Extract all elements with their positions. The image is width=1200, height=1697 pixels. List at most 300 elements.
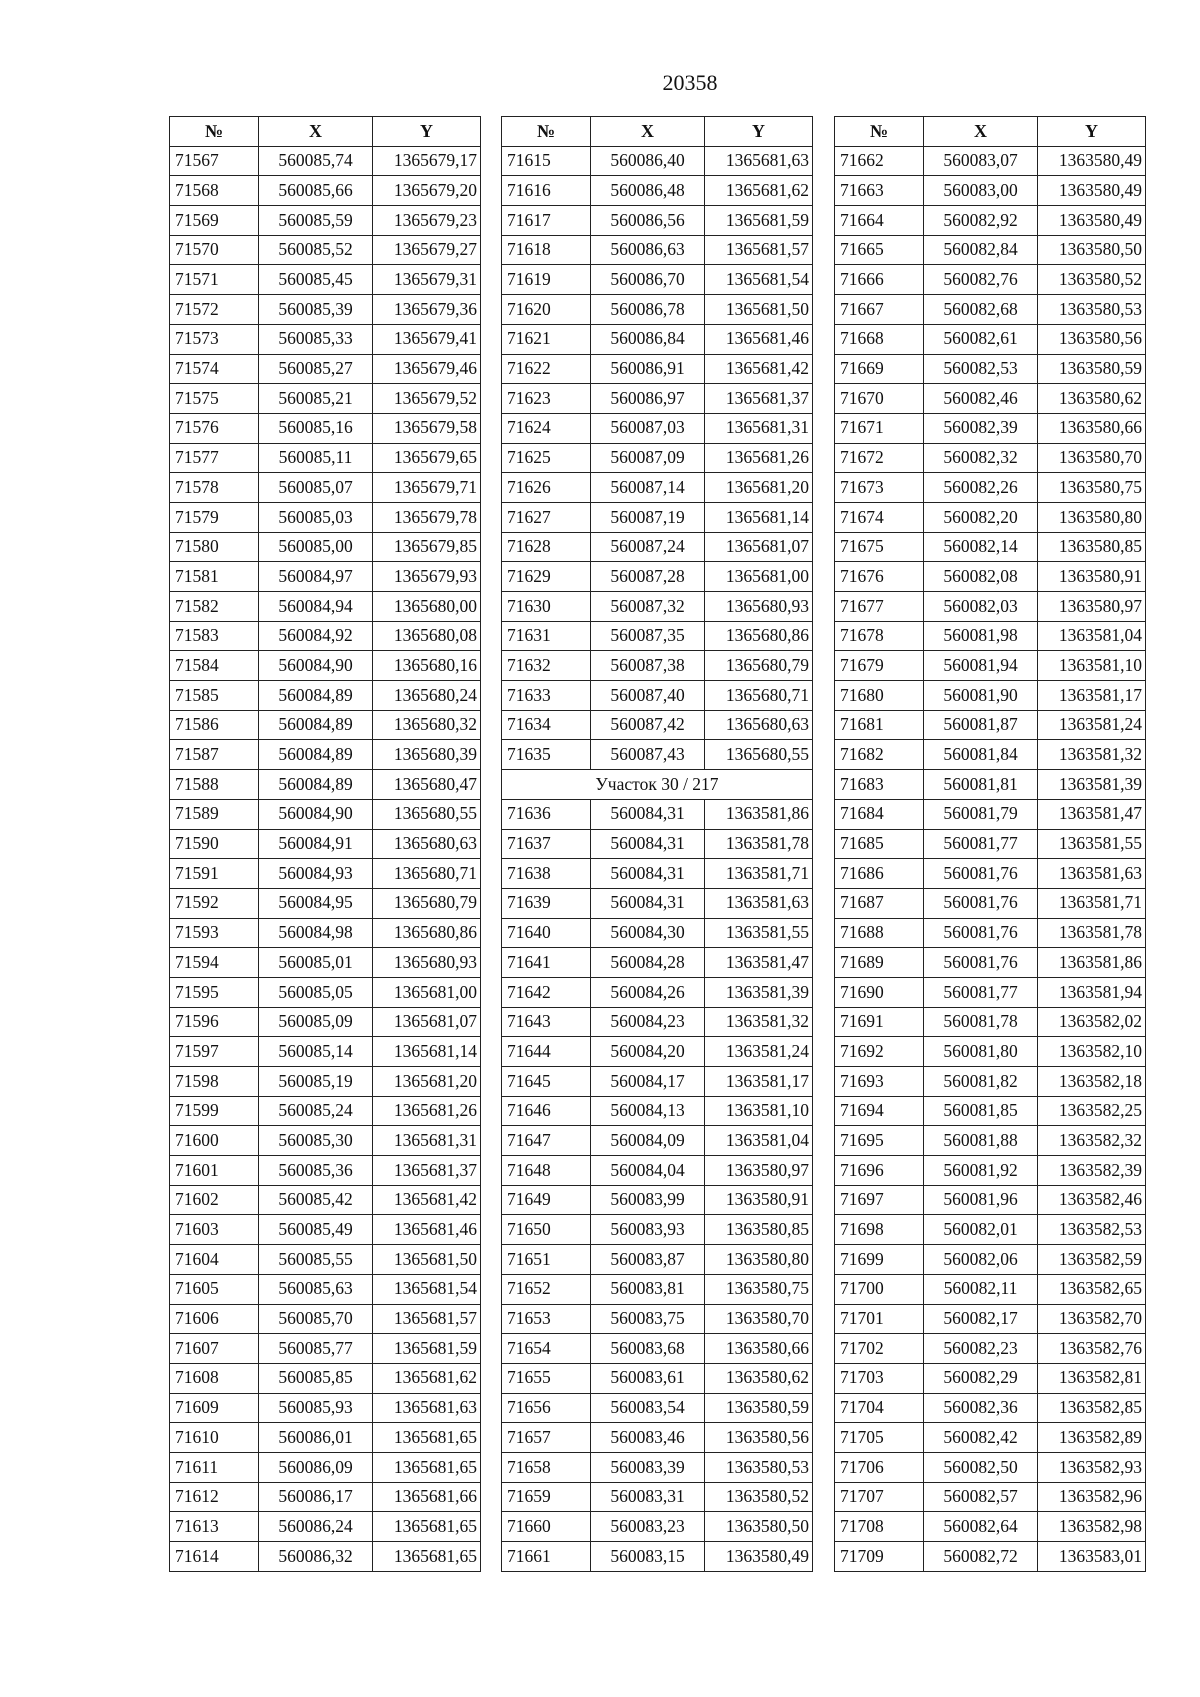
x-coordinate-cell: 560084,13 (591, 1096, 705, 1126)
y-coordinate-cell: 1363582,65 (1038, 1274, 1146, 1304)
point-number-cell: 71613 (170, 1512, 259, 1542)
point-number-cell: 71656 (502, 1393, 591, 1423)
point-number-cell: 71614 (170, 1542, 259, 1572)
point-number-cell: 71657 (502, 1423, 591, 1453)
y-coordinate-cell: 1363581,47 (1038, 799, 1146, 829)
y-coordinate-cell: 1365681,63 (705, 146, 813, 176)
table-row (170, 1096, 481, 1126)
x-coordinate-cell: 560084,31 (591, 888, 705, 918)
x-coordinate-cell: 560081,80 (924, 1037, 1038, 1067)
point-number-cell: 71594 (170, 948, 259, 978)
table-row (835, 384, 1146, 414)
x-coordinate-cell: 560083,07 (924, 146, 1038, 176)
x-coordinate-cell: 560086,91 (591, 354, 705, 384)
table-row (835, 532, 1146, 562)
table-row (502, 562, 813, 592)
point-number-cell: 71671 (835, 413, 924, 443)
y-coordinate-cell: 1363580,91 (705, 1185, 813, 1215)
x-coordinate-cell: 560081,98 (924, 621, 1038, 651)
point-number-cell: 71700 (835, 1274, 924, 1304)
y-coordinate-cell: 1363580,56 (1038, 324, 1146, 354)
table-row (502, 592, 813, 622)
x-coordinate-cell: 560082,57 (924, 1482, 1038, 1512)
y-coordinate-cell: 1363581,32 (705, 1007, 813, 1037)
x-coordinate-cell: 560086,70 (591, 265, 705, 295)
x-coordinate-cell: 560081,79 (924, 799, 1038, 829)
x-coordinate-cell: 560084,95 (259, 888, 373, 918)
table-row (835, 592, 1146, 622)
point-number-cell: 71654 (502, 1334, 591, 1364)
table-row (170, 1452, 481, 1482)
x-coordinate-cell: 560084,97 (259, 562, 373, 592)
x-coordinate-cell: 560081,81 (924, 770, 1038, 800)
x-coordinate-cell: 560084,89 (259, 710, 373, 740)
x-coordinate-cell: 560085,11 (259, 443, 373, 473)
y-coordinate-cell: 1363580,85 (705, 1215, 813, 1245)
y-coordinate-cell: 1365679,20 (373, 176, 481, 206)
x-coordinate-cell: 560082,46 (924, 384, 1038, 414)
table-row (502, 1185, 813, 1215)
point-number-cell: 71639 (502, 888, 591, 918)
x-coordinate-cell: 560082,92 (924, 206, 1038, 236)
point-number-cell: 71612 (170, 1482, 259, 1512)
table-row (170, 1482, 481, 1512)
x-coordinate-cell: 560083,81 (591, 1274, 705, 1304)
y-coordinate-cell: 1365680,47 (373, 770, 481, 800)
point-number-cell: 71695 (835, 1126, 924, 1156)
x-coordinate-cell: 560085,85 (259, 1363, 373, 1393)
point-number-cell: 71581 (170, 562, 259, 592)
table-row (835, 1512, 1146, 1542)
y-coordinate-cell: 1363580,66 (705, 1334, 813, 1364)
table-row (502, 384, 813, 414)
point-number-cell: 71660 (502, 1512, 591, 1542)
table-row (502, 948, 813, 978)
y-coordinate-cell: 1363580,70 (1038, 443, 1146, 473)
y-coordinate-cell: 1365681,37 (373, 1156, 481, 1186)
x-coordinate-cell: 560084,31 (591, 799, 705, 829)
table-row (170, 176, 481, 206)
y-coordinate-cell: 1365681,26 (705, 443, 813, 473)
point-number-cell: 71706 (835, 1452, 924, 1482)
x-coordinate-cell: 560085,55 (259, 1245, 373, 1275)
point-number-cell: 71597 (170, 1037, 259, 1067)
table-row (502, 1067, 813, 1097)
x-coordinate-cell: 560084,92 (259, 621, 373, 651)
y-coordinate-cell: 1365681,59 (373, 1334, 481, 1364)
y-coordinate-cell: 1365679,71 (373, 473, 481, 503)
point-number-cell: 71636 (502, 799, 591, 829)
x-coordinate-cell: 560087,03 (591, 413, 705, 443)
point-number-cell: 71678 (835, 621, 924, 651)
x-coordinate-cell: 560084,90 (259, 799, 373, 829)
y-coordinate-cell: 1365681,54 (705, 265, 813, 295)
table-row (835, 740, 1146, 770)
table-row (502, 176, 813, 206)
y-coordinate-cell: 1365680,55 (373, 799, 481, 829)
point-number-cell: 71644 (502, 1037, 591, 1067)
table-row (835, 443, 1146, 473)
point-number-cell: 71628 (502, 532, 591, 562)
x-coordinate-cell: 560083,99 (591, 1185, 705, 1215)
x-coordinate-cell: 560085,63 (259, 1274, 373, 1304)
x-coordinate-cell: 560086,17 (259, 1482, 373, 1512)
y-coordinate-cell: 1365679,17 (373, 146, 481, 176)
y-coordinate-cell: 1365680,63 (705, 710, 813, 740)
table-row (502, 1215, 813, 1245)
y-coordinate-cell: 1363580,80 (1038, 502, 1146, 532)
y-coordinate-cell: 1363582,96 (1038, 1482, 1146, 1512)
point-number-cell: 71650 (502, 1215, 591, 1245)
y-coordinate-cell: 1365681,20 (705, 473, 813, 503)
y-coordinate-cell: 1365681,65 (373, 1512, 481, 1542)
table-row (835, 1452, 1146, 1482)
y-coordinate-cell: 1363580,56 (705, 1423, 813, 1453)
x-coordinate-cell: 560087,35 (591, 621, 705, 651)
point-number-cell: 71694 (835, 1096, 924, 1126)
point-number-cell: 71661 (502, 1542, 591, 1572)
table-row (502, 473, 813, 503)
x-coordinate-cell: 560085,14 (259, 1037, 373, 1067)
table-row (170, 502, 481, 532)
y-coordinate-cell: 1363582,10 (1038, 1037, 1146, 1067)
y-coordinate-cell: 1363582,25 (1038, 1096, 1146, 1126)
x-coordinate-cell: 560081,76 (924, 888, 1038, 918)
point-number-cell: 71569 (170, 206, 259, 236)
point-number-cell: 71702 (835, 1334, 924, 1364)
y-coordinate-cell: 1363582,70 (1038, 1304, 1146, 1334)
table-row (502, 799, 813, 829)
y-coordinate-cell: 1365681,46 (373, 1215, 481, 1245)
x-coordinate-cell: 560084,17 (591, 1067, 705, 1097)
y-coordinate-cell: 1363580,66 (1038, 413, 1146, 443)
x-coordinate-cell: 560087,38 (591, 651, 705, 681)
table-row (502, 1096, 813, 1126)
x-coordinate-cell: 560084,04 (591, 1156, 705, 1186)
x-coordinate-cell: 560083,39 (591, 1452, 705, 1482)
point-number-cell: 71669 (835, 354, 924, 384)
x-coordinate-cell: 560082,84 (924, 235, 1038, 265)
y-coordinate-cell: 1363581,04 (1038, 621, 1146, 651)
point-number-cell: 71624 (502, 413, 591, 443)
table-row (170, 1304, 481, 1334)
point-number-cell: 71679 (835, 651, 924, 681)
y-coordinate-cell: 1365681,65 (373, 1423, 481, 1453)
x-coordinate-cell: 560081,76 (924, 948, 1038, 978)
table-row (170, 235, 481, 265)
x-coordinate-cell: 560083,93 (591, 1215, 705, 1245)
y-coordinate-cell: 1365681,66 (373, 1482, 481, 1512)
x-coordinate-cell: 560085,21 (259, 384, 373, 414)
y-coordinate-cell: 1365681,31 (705, 413, 813, 443)
table-row (502, 502, 813, 532)
table-row (170, 977, 481, 1007)
point-number-cell: 71615 (502, 146, 591, 176)
y-coordinate-cell: 1363582,85 (1038, 1393, 1146, 1423)
y-coordinate-cell: 1365679,27 (373, 235, 481, 265)
point-number-cell: 71604 (170, 1245, 259, 1275)
x-coordinate-cell: 560083,15 (591, 1542, 705, 1572)
x-coordinate-cell: 560084,26 (591, 977, 705, 1007)
point-number-cell: 71709 (835, 1542, 924, 1572)
point-number-cell: 71703 (835, 1363, 924, 1393)
point-number-cell: 71701 (835, 1304, 924, 1334)
point-number-cell: 71675 (835, 532, 924, 562)
point-number-cell: 71704 (835, 1393, 924, 1423)
point-number-cell: 71696 (835, 1156, 924, 1186)
x-coordinate-cell: 560086,24 (259, 1512, 373, 1542)
point-number-cell: 71623 (502, 384, 591, 414)
point-number-cell: 71582 (170, 592, 259, 622)
y-coordinate-cell: 1365679,65 (373, 443, 481, 473)
table-row (170, 146, 481, 176)
point-number-cell: 71637 (502, 829, 591, 859)
point-number-cell: 71587 (170, 740, 259, 770)
x-coordinate-cell: 560081,94 (924, 651, 1038, 681)
point-number-cell: 71651 (502, 1245, 591, 1275)
table-row (835, 1126, 1146, 1156)
x-coordinate-cell: 560084,91 (259, 829, 373, 859)
y-coordinate-cell: 1363581,55 (705, 918, 813, 948)
table-row (170, 295, 481, 325)
x-coordinate-cell: 560085,36 (259, 1156, 373, 1186)
x-coordinate-cell: 560086,97 (591, 384, 705, 414)
point-number-cell: 71684 (835, 799, 924, 829)
x-coordinate-cell: 560085,03 (259, 502, 373, 532)
x-coordinate-cell: 560082,29 (924, 1363, 1038, 1393)
section-label: Участок 30 / 217 (502, 770, 813, 800)
x-coordinate-cell: 560082,32 (924, 443, 1038, 473)
table-row (170, 948, 481, 978)
x-coordinate-cell: 560085,39 (259, 295, 373, 325)
y-coordinate-cell: 1363581,24 (705, 1037, 813, 1067)
y-coordinate-cell: 1363580,59 (705, 1393, 813, 1423)
point-number-cell: 71608 (170, 1363, 259, 1393)
point-number-cell: 71570 (170, 235, 259, 265)
table-row (502, 681, 813, 711)
y-coordinate-cell: 1363580,62 (1038, 384, 1146, 414)
table-row (170, 1274, 481, 1304)
coordinate-table-3 (834, 116, 1146, 1572)
table-row (835, 324, 1146, 354)
table-row (502, 235, 813, 265)
point-number-cell: 71630 (502, 592, 591, 622)
y-coordinate-cell: 1365679,31 (373, 265, 481, 295)
point-number-cell: 71642 (502, 977, 591, 1007)
table-row (502, 413, 813, 443)
table-row (502, 710, 813, 740)
point-number-cell: 71633 (502, 681, 591, 711)
y-coordinate-cell: 1363582,89 (1038, 1423, 1146, 1453)
table-row (170, 681, 481, 711)
header-no: № (170, 117, 259, 147)
x-coordinate-cell: 560087,14 (591, 473, 705, 503)
y-coordinate-cell: 1363581,86 (705, 799, 813, 829)
point-number-cell: 71627 (502, 502, 591, 532)
y-coordinate-cell: 1365681,65 (373, 1542, 481, 1572)
x-coordinate-cell: 560081,77 (924, 977, 1038, 1007)
y-coordinate-cell: 1365681,50 (705, 295, 813, 325)
table-row (502, 354, 813, 384)
x-coordinate-cell: 560082,11 (924, 1274, 1038, 1304)
point-number-cell: 71668 (835, 324, 924, 354)
x-coordinate-cell: 560083,75 (591, 1304, 705, 1334)
y-coordinate-cell: 1365680,32 (373, 710, 481, 740)
table-row (835, 265, 1146, 295)
point-number-cell: 71592 (170, 888, 259, 918)
x-coordinate-cell: 560084,20 (591, 1037, 705, 1067)
table-row (170, 829, 481, 859)
point-number-cell: 71677 (835, 592, 924, 622)
table-row (502, 1304, 813, 1334)
table-row (502, 1156, 813, 1186)
table-row (170, 1334, 481, 1364)
table-row (835, 1245, 1146, 1275)
y-coordinate-cell: 1365681,54 (373, 1274, 481, 1304)
table-row (835, 1037, 1146, 1067)
point-number-cell: 71584 (170, 651, 259, 681)
y-coordinate-cell: 1363580,52 (1038, 265, 1146, 295)
header-x: X (591, 117, 705, 147)
y-coordinate-cell: 1363581,86 (1038, 948, 1146, 978)
point-number-cell: 71672 (835, 443, 924, 473)
x-coordinate-cell: 560085,27 (259, 354, 373, 384)
x-coordinate-cell: 560083,68 (591, 1334, 705, 1364)
y-coordinate-cell: 1363581,32 (1038, 740, 1146, 770)
table-row (170, 1215, 481, 1245)
table-row (170, 562, 481, 592)
x-coordinate-cell: 560082,53 (924, 354, 1038, 384)
point-number-cell: 71573 (170, 324, 259, 354)
x-coordinate-cell: 560086,78 (591, 295, 705, 325)
y-coordinate-cell: 1363582,53 (1038, 1215, 1146, 1245)
y-coordinate-cell: 1363581,94 (1038, 977, 1146, 1007)
x-coordinate-cell: 560081,78 (924, 1007, 1038, 1037)
x-coordinate-cell: 560086,01 (259, 1423, 373, 1453)
x-coordinate-cell: 560085,66 (259, 176, 373, 206)
table-row (502, 443, 813, 473)
header-y: Y (1038, 117, 1146, 147)
y-coordinate-cell: 1363581,24 (1038, 710, 1146, 740)
y-coordinate-cell: 1365679,93 (373, 562, 481, 592)
table-row (502, 1423, 813, 1453)
y-coordinate-cell: 1363582,93 (1038, 1452, 1146, 1482)
x-coordinate-cell: 560084,31 (591, 829, 705, 859)
y-coordinate-cell: 1363580,53 (705, 1452, 813, 1482)
table-row (170, 651, 481, 681)
table-row (502, 295, 813, 325)
x-coordinate-cell: 560083,31 (591, 1482, 705, 1512)
x-coordinate-cell: 560085,70 (259, 1304, 373, 1334)
y-coordinate-cell: 1365681,31 (373, 1126, 481, 1156)
point-number-cell: 71602 (170, 1185, 259, 1215)
header-no: № (835, 117, 924, 147)
table-row (502, 206, 813, 236)
x-coordinate-cell: 560081,77 (924, 829, 1038, 859)
point-number-cell: 71653 (502, 1304, 591, 1334)
table-row (835, 1007, 1146, 1037)
point-number-cell: 71586 (170, 710, 259, 740)
y-coordinate-cell: 1363582,18 (1038, 1067, 1146, 1097)
point-number-cell: 71638 (502, 859, 591, 889)
point-number-cell: 71619 (502, 265, 591, 295)
table-row (502, 1393, 813, 1423)
x-coordinate-cell: 560084,89 (259, 681, 373, 711)
point-number-cell: 71699 (835, 1245, 924, 1275)
table-row (835, 1423, 1146, 1453)
table-row (170, 473, 481, 503)
y-coordinate-cell: 1365681,46 (705, 324, 813, 354)
x-coordinate-cell: 560081,90 (924, 681, 1038, 711)
table-row (835, 206, 1146, 236)
y-coordinate-cell: 1363580,70 (705, 1304, 813, 1334)
table-row (170, 1245, 481, 1275)
x-coordinate-cell: 560085,74 (259, 146, 373, 176)
x-coordinate-cell: 560081,76 (924, 859, 1038, 889)
table-row (170, 888, 481, 918)
header-x: X (924, 117, 1038, 147)
table-row (170, 799, 481, 829)
x-coordinate-cell: 560087,28 (591, 562, 705, 592)
table-row (170, 206, 481, 236)
point-number-cell: 71708 (835, 1512, 924, 1542)
x-coordinate-cell: 560086,56 (591, 206, 705, 236)
table-row (170, 1423, 481, 1453)
table-row (835, 948, 1146, 978)
table-row (835, 502, 1146, 532)
y-coordinate-cell: 1365681,42 (705, 354, 813, 384)
point-number-cell: 71578 (170, 473, 259, 503)
point-number-cell: 71629 (502, 562, 591, 592)
table-row (835, 710, 1146, 740)
table-row (502, 918, 813, 948)
y-coordinate-cell: 1363582,98 (1038, 1512, 1146, 1542)
point-number-cell: 71663 (835, 176, 924, 206)
y-coordinate-cell: 1363581,17 (705, 1067, 813, 1097)
x-coordinate-cell: 560081,85 (924, 1096, 1038, 1126)
table-row (835, 1363, 1146, 1393)
point-number-cell: 71688 (835, 918, 924, 948)
y-coordinate-cell: 1363580,49 (1038, 176, 1146, 206)
x-coordinate-cell: 560082,01 (924, 1215, 1038, 1245)
x-coordinate-cell: 560084,94 (259, 592, 373, 622)
point-number-cell: 71598 (170, 1067, 259, 1097)
point-number-cell: 71618 (502, 235, 591, 265)
table-header-row (502, 117, 813, 147)
y-coordinate-cell: 1363582,46 (1038, 1185, 1146, 1215)
point-number-cell: 71617 (502, 206, 591, 236)
table-row (170, 1393, 481, 1423)
x-coordinate-cell: 560084,30 (591, 918, 705, 948)
header-y: Y (705, 117, 813, 147)
table-row (170, 1185, 481, 1215)
x-coordinate-cell: 560081,88 (924, 1126, 1038, 1156)
y-coordinate-cell: 1365681,26 (373, 1096, 481, 1126)
y-coordinate-cell: 1363580,50 (705, 1512, 813, 1542)
point-number-cell: 71583 (170, 621, 259, 651)
x-coordinate-cell: 560086,32 (259, 1542, 373, 1572)
x-coordinate-cell: 560085,33 (259, 324, 373, 354)
point-number-cell: 71662 (835, 146, 924, 176)
table-row (170, 1156, 481, 1186)
y-coordinate-cell: 1363581,63 (705, 888, 813, 918)
point-number-cell: 71645 (502, 1067, 591, 1097)
y-coordinate-cell: 1365681,14 (373, 1037, 481, 1067)
table-row (170, 265, 481, 295)
y-coordinate-cell: 1365681,42 (373, 1185, 481, 1215)
table-header-row (170, 117, 481, 147)
section-row (502, 770, 813, 800)
